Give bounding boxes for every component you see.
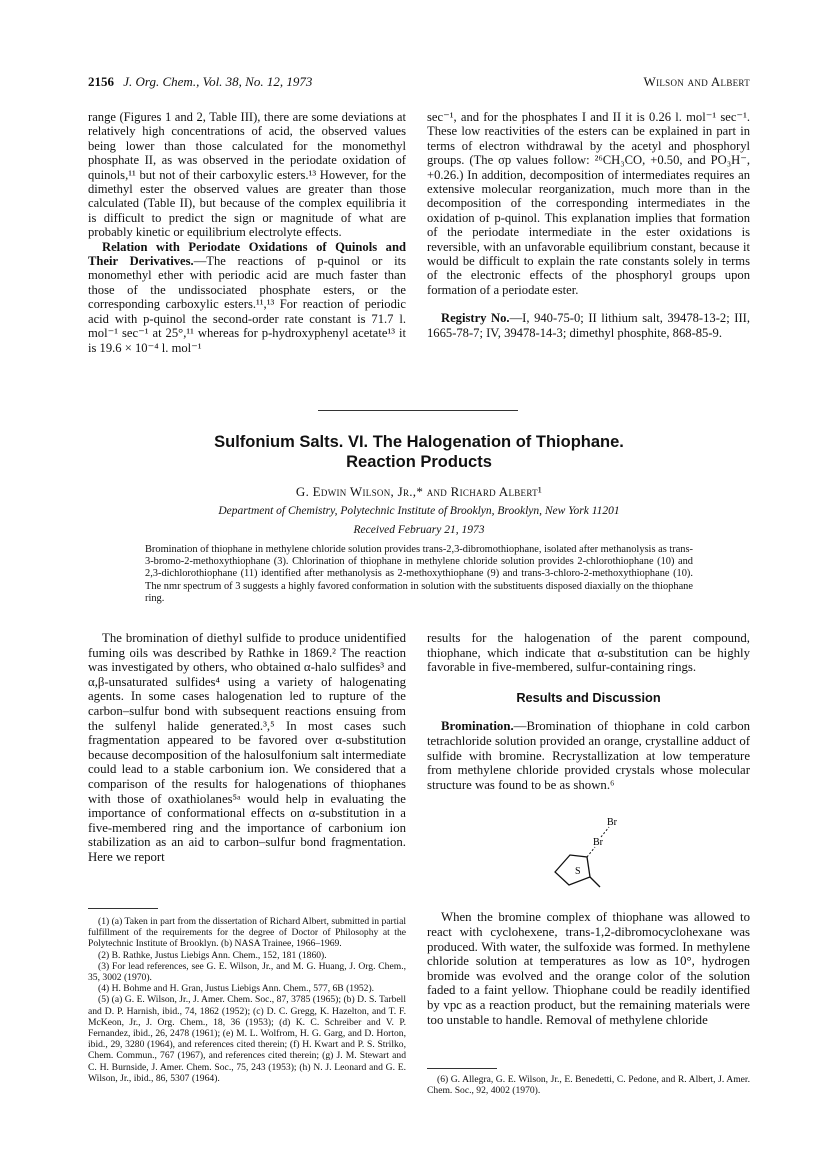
runin-text: —The reactions of p-quinol or its monomethyl ether with periodic acid are much faster than those of the undissociated phosphate esters, or the corresponding carboxylic esters.¹¹,¹³ For reaction of periodic acid with p-quinol the second-order rate constant is 71.7 l. mol⁻¹ sec⁻¹ at 25°,¹¹ whereas for p-hydroxyphenyl acetate¹³ it is 19.6 × 10⁻⁴ l. mol⁻¹ — [88, 254, 407, 355]
br-br-bond — [601, 827, 609, 837]
prev-article-right-column — [427, 110, 750, 340]
page-number: 2156 — [88, 74, 114, 89]
abstract: Bromination of thiophane in methylene chloride solution provides trans-2,3-dibromothiophane, isolated after methanolysis as trans-3-bromo-2-methoxythiophane (3). Chlorination of thiophane in methylene chloride solution provides 2-chlorothiophane (10) and 2,3-dichlorothiophane (11) identified after methanolysis as 2-methoxythiophane (9) and trans-3-chloro-2-methoxythiophane (10). The nmr spectrum of 3 suggests a highly favored conformation in solution with the substituents disposed diaxially on the thiophane ring. — [145, 544, 693, 604]
prev-article-left-column — [88, 110, 406, 355]
footnote-rule-right — [427, 1068, 497, 1069]
results-paragraph: When the bromine complex of thiophane was allowed to react with cyclohexene, trans-1,2-dibromocyclohexane was produced. With water, the sulfoxide was formed. In methylene chloride solution at temperatures as low as 10°, hydrogen bromide was evolved and the orange color of the solution faded to a faint yellow. Thiophane could be readily identified by vpc as a reaction product, but the remaining materials were too unstable to handle. Removal of methylene chloride — [427, 910, 750, 1027]
prev-article-paragraph: range (Figures 1 and 2, Table III), there are some deviations at relatively high concentrations of acid, the observed values being lower than those calculated for the monomethyl phosphate II, as was observed in the periodate oxidation of quinols,¹¹ but not of their carboxylic esters.¹³ However, for the dimethyl ester the observed values are greater than those calculated (Table II), but because of the complex equilibria it is difficult to predict the sign or magnitude of what are probably kinetic or equilibrium electrolyte effects. — [88, 110, 406, 240]
received-date: Received February 21, 1973 — [353, 524, 485, 536]
bromination-text: —Bromination of thiophane in cold carbon tetrachloride solution provided an orange, crystalline adduct of sulfide with bromine. Recrystallization at low temperature from methylene chloride provided crystals whose molecular structure was found to be as shown.⁶ — [427, 719, 750, 792]
runin-heading: Relation with Periodate Oxidations of Quinols and Their Derivatives. — [88, 239, 406, 269]
footnote-item: (4) H. Bohme and H. Gran, Justus Liebigs Ann. Chem., 577, 6B (1952). — [98, 983, 375, 995]
affiliation: Department of Chemistry, Polytechnic Institute of Brooklyn, Brooklyn, New York 11201 — [218, 505, 620, 517]
intro-continuation: results for the halogenation of the parent compound, thiophane, which indicate that α-substitution can be highly favorable in five-membered, sulfur-containing rings. — [427, 631, 750, 675]
article-title-line-2: Reaction Products — [346, 453, 492, 471]
runin-paragraph — [88, 240, 406, 355]
registry-paragraph — [427, 311, 750, 340]
ring-bond — [590, 877, 600, 887]
footnote-rule — [88, 908, 158, 909]
sulfur-label: S — [575, 866, 581, 877]
footnotes-left — [88, 916, 406, 1084]
section-heading: Results and Discussion — [516, 689, 661, 705]
footnote-item: (3) For lead references, see G. E. Wilson, Jr., and M. G. Huang, J. Org. Chem., 35, 3002 (1970). — [88, 960, 406, 984]
footnote-item: (2) B. Rathke, Justus Liebigs Ann. Chem., 152, 181 (1860). — [98, 949, 327, 961]
registry-text: —I, 940-75-0; II lithium salt, 39478-13-2; III, 1665-78-7; IV, 39478-14-3; dimethyl phosphite, 868-85-9. — [427, 311, 750, 340]
body-left-column — [88, 631, 406, 865]
footnote-item: (1) (a) Taken in part from the dissertation of Richard Albert, submitted in partial fulfillment of the requirements for the degree of Doctor of Philosophy at the Polytechnic Institute of Brooklyn. (b) NASA Trainee, 1966–1969. — [88, 916, 406, 950]
bromination-heading: Bromination. — [441, 719, 514, 734]
thiophane-bromine-structure — [535, 817, 635, 892]
footnote-item: (6) G. Allegra, G. E. Wilson, Jr., E. Benedetti, C. Pedone, and R. Albert, J. Amer. Chem. Soc., 92, 4002 (1970). — [427, 1074, 750, 1097]
article-authors: G. Edwin Wilson, Jr.,* and Richard Albert¹ — [295, 484, 543, 499]
s-br-bond — [587, 847, 595, 857]
journal-citation: J. Org. Chem., Vol. 38, No. 12, 1973 — [123, 74, 313, 89]
bromine-label-top: Br — [607, 817, 617, 828]
bromination-paragraph — [427, 719, 750, 792]
footnotes-right — [427, 1074, 750, 1096]
thiophane-ring — [555, 855, 590, 885]
intro-paragraph: The bromination of diethyl sulfide to produce unidentified fuming oils was described by Rathke in 1869.² The reaction was investigated by others, who obtained α-halo sulfides³ and α,β-unsaturated sulfides⁴ using a variety of halogenating agents. In some cases halogenation led to rupture of the carbon–sulfur bond with subsequent reactions ensuing from the sulfenyl halide generated.³,⁵ In most cases such fragmentation appeared to be favored over α-substitution because decomposition of the halosulfonium salt intermediate could lead to a stable carbonium ion. We considered that a comparison of the results for halogenations of thiophanes with those of oxathiolanes⁵ᵃ would help in evaluating the importance of conformational effects on α-substitution in a five-membered ring and the importance of carbonium ion stabilization as an aid to carbon–sulfur bond fragmentation. Here we report — [88, 631, 406, 864]
prev-article-continuation: sec⁻¹, and for the phosphates I and II it is 0.26 l. mol⁻¹ sec⁻¹. These low reactivities of the esters can be explained in part in terms of electron withdrawal by the acetyl and phosphoryl groups. (The σp values follow: ²⁶CH₃CO, +0.50, and PO₃H⁻, +0.26.) In addition, decomposition of intermediates requires an extensive molecular reorganization, much more than in the decomposition of the corresponding intermediates in the oxidation of p-quinol. This explanation implies that formation of the periodate intermediate in the ester oxidations is reversible, with an unfavorable equilibrium constant, because it would be difficult to explain the rate constants solely in terms of the electronic effects of the phosphoryl groups upon formation of a periodate ester. — [427, 110, 750, 297]
article-separator-rule — [318, 410, 518, 411]
running-authors: Wilson and Albert — [643, 74, 750, 89]
footnote-item: (5) (a) G. E. Wilson, Jr., J. Amer. Chem. Soc., 87, 3785 (1965); (b) D. S. Tarbell and D. P. Harnish, ibid., 74, 1862 (1952); (c) D. C. Gregg, K. Hazelton, and T. F. McKeon, Jr., J. Org. Chem., 18, 36 (1953); (d) K. C. Schreiber and V. P. Fernandez, ibid., 26, 2478 (1961); (e) M. L. Wolfrom, H. G. Garg, and D. Horton, ibid., 29, 3280 (1964), and references cited therein; (f) H. Kwart and P. S. Strilko, Chem. Commun., 767 (1967), and references cited therein; (g) J. M. Stewart and C. H. Burnside, J. Amer. Chem. Soc., 75, 243 (1953); (h) N. J. Leonard and G. E. Wilson, Jr., ibid., 86, 5307 (1964). — [88, 994, 406, 1084]
registry-label: Registry No. — [441, 311, 510, 326]
article-title-line-1: Sulfonium Salts. VI. The Halogenation of Thiophane. — [214, 433, 624, 451]
bromine-label-mid: Br — [593, 837, 603, 848]
